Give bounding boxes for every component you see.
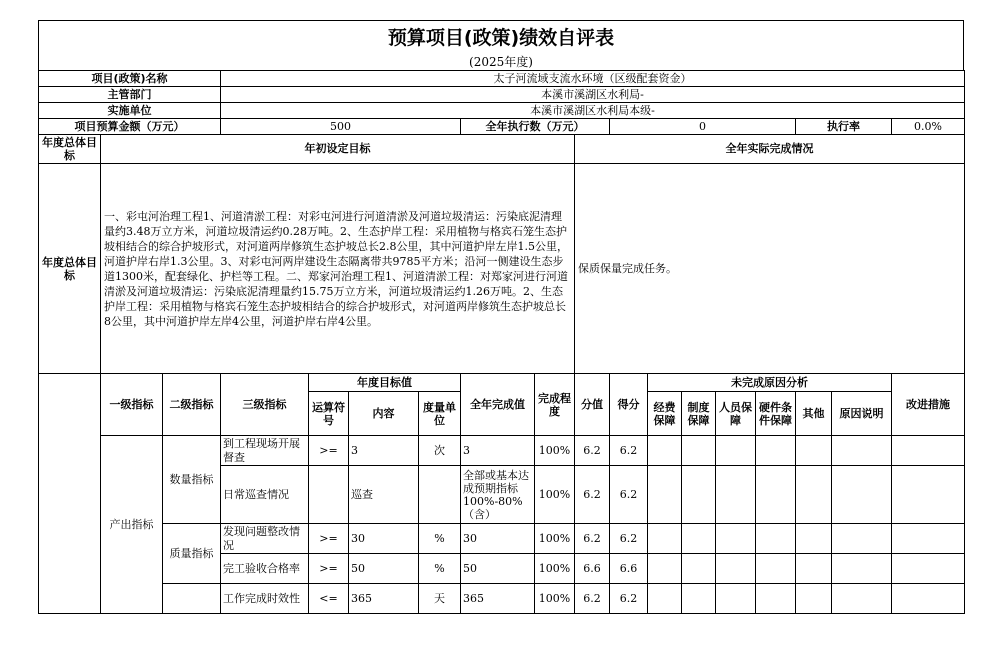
row-content: 3	[349, 436, 419, 466]
budget-label: 项目预算金额（万元）	[39, 119, 221, 135]
level3-header: 三级指标	[221, 374, 309, 436]
row-actual: 全部或基本达成预期指标100%-80%（含）	[461, 466, 535, 524]
row-name: 工作完成时效性	[221, 584, 309, 614]
row-operator: >=	[309, 524, 349, 554]
row-content: 30	[349, 524, 419, 554]
row-reason-cell	[832, 436, 892, 466]
row-personnel-cell	[716, 466, 756, 524]
row-operator: >=	[309, 436, 349, 466]
level2-header: 二级指标	[163, 374, 221, 436]
row-funding-cell	[648, 554, 682, 584]
goal-actual-header: 全年实际完成情况	[575, 135, 965, 164]
improvement-header: 改进措施	[892, 374, 965, 436]
exec-value: 0	[610, 119, 796, 135]
row-hardware-cell	[756, 554, 796, 584]
row-unit: %	[419, 554, 461, 584]
self-evaluation-sheet	[38, 20, 964, 614]
row-improvement-cell	[892, 466, 965, 524]
row-improvement-cell	[892, 554, 965, 584]
row-weight: 6.6	[575, 554, 610, 584]
project-name-label: 项目(政策)名称	[39, 71, 221, 87]
row-weight: 6.2	[575, 584, 610, 614]
row-content: 巡查	[349, 466, 419, 524]
row-funding-cell	[648, 584, 682, 614]
score-value-header: 分值	[575, 374, 610, 436]
reason-group-header: 未完成原因分析	[648, 374, 892, 392]
row-operator	[309, 466, 349, 524]
row-actual: 365	[461, 584, 535, 614]
form-year: (2025年度)	[38, 55, 964, 70]
row-weight: 6.2	[575, 466, 610, 524]
dept-label: 主管部门	[39, 87, 221, 103]
row-personnel-cell	[716, 436, 756, 466]
row-hardware-cell	[756, 466, 796, 524]
row-personnel-cell	[716, 584, 756, 614]
row-system-cell	[682, 554, 716, 584]
row-score: 6.2	[610, 524, 648, 554]
row-other-cell	[796, 554, 832, 584]
row-improvement-cell	[892, 584, 965, 614]
row-system-cell	[682, 524, 716, 554]
row-reason-cell	[832, 524, 892, 554]
exec-label: 全年执行数（万元）	[461, 119, 610, 135]
row-hardware-cell	[756, 524, 796, 554]
row-weight: 6.2	[575, 524, 610, 554]
row-name: 完工验收合格率	[221, 554, 309, 584]
row-hardware-cell	[756, 436, 796, 466]
row-weight: 6.2	[575, 436, 610, 466]
row-funding-cell	[648, 436, 682, 466]
row-system-cell	[682, 584, 716, 614]
dept-value: 本溪市溪湖区水利局-	[221, 87, 965, 103]
row-personnel-cell	[716, 554, 756, 584]
budget-value: 500	[221, 119, 461, 135]
row-name: 发现问题整改情况	[221, 524, 309, 554]
row-score: 6.2	[610, 466, 648, 524]
row-actual: 30	[461, 524, 535, 554]
row-completion: 100%	[535, 584, 575, 614]
goal-set-text: 一、彩屯河治理工程1、河道清淤工程：对彩屯河进行河道清淤及河道垃圾清运：污染底泥清理量约3.48万立方米，河道垃圾清运约0.28万吨。2、生态护岸工程：采用植物与格宾石笼生态护坡相结合的综合护坡形式，对河道两岸修筑生态护坡总长2.8公里，其中河道护岸左岸1.5公里，河道护岸右岸1.3公里。3、对彩屯河两岸建设生态隔离带共9785平方米；沿河一侧建设生态步道1300米，配套绿化、护栏等工程。二、郑家河治理工程1、河道清淤工程：对郑家河进行河道清淤及河道垃圾清运：污染底泥清理量约15.75万立方米，河道垃圾清运约1.26万吨。2、生态护岸工程：采用植物与格宾石笼生态护坡相结合的综合护坡形式，对河道两岸修筑生态护坡总长8公里，其中河道护岸左岸4公里，河道护岸右岸4公里。	[101, 164, 575, 374]
row-score: 6.6	[610, 554, 648, 584]
row-actual: 3	[461, 436, 535, 466]
indicator-margin-cell	[39, 374, 101, 614]
other-header: 其他	[796, 392, 832, 436]
row-other-cell	[796, 436, 832, 466]
goal-set-header: 年初设定目标	[101, 135, 575, 164]
goal-row-label: 年度总体目标	[39, 164, 101, 374]
row-personnel-cell	[716, 524, 756, 554]
row-score: 6.2	[610, 436, 648, 466]
row-improvement-cell	[892, 436, 965, 466]
row-hardware-cell	[756, 584, 796, 614]
row-other-cell	[796, 524, 832, 554]
row-completion: 100%	[535, 436, 575, 466]
row-reason-cell	[832, 466, 892, 524]
annual-target-header: 年度目标值	[309, 374, 461, 392]
row-funding-cell	[648, 524, 682, 554]
goal-actual-text: 保质保量完成任务。	[575, 164, 965, 374]
row-completion: 100%	[535, 524, 575, 554]
evaluation-table	[38, 70, 965, 614]
row-unit: 天	[419, 584, 461, 614]
score-header: 得分	[610, 374, 648, 436]
goal-header-label: 年度总体目标	[39, 135, 101, 164]
row-improvement-cell	[892, 524, 965, 554]
row-unit: %	[419, 524, 461, 554]
row-completion: 100%	[535, 554, 575, 584]
row-content: 365	[349, 584, 419, 614]
form-title: 预算项目(政策)绩效自评表	[38, 20, 964, 55]
row-reason-cell	[832, 584, 892, 614]
hardware-header: 硬件条件保障	[756, 392, 796, 436]
level1-header: 一级指标	[101, 374, 163, 436]
unit-value: 本溪市溪湖区水利局本级-	[221, 103, 965, 119]
row-content: 50	[349, 554, 419, 584]
row-actual: 50	[461, 554, 535, 584]
completion-header: 完成程度	[535, 374, 575, 436]
quality-category: 质量指标	[163, 524, 221, 584]
row-other-cell	[796, 584, 832, 614]
quantity-category: 数量指标	[163, 436, 221, 524]
rate-label: 执行率	[796, 119, 892, 135]
personnel-header: 人员保障	[716, 392, 756, 436]
row-system-cell	[682, 466, 716, 524]
row-completion: 100%	[535, 466, 575, 524]
row-unit	[419, 466, 461, 524]
funding-header: 经费保障	[648, 392, 682, 436]
row-name: 到工程现场开展督查	[221, 436, 309, 466]
row-system-cell	[682, 436, 716, 466]
content-header: 内容	[349, 392, 419, 436]
unit-label: 实施单位	[39, 103, 221, 119]
project-name-value: 太子河流域支流水环境（区级配套资金）	[221, 71, 965, 87]
row-unit: 次	[419, 436, 461, 466]
unit-header: 度量单位	[419, 392, 461, 436]
row-operator: <=	[309, 584, 349, 614]
row-operator: >=	[309, 554, 349, 584]
row-name: 日常巡查情况	[221, 466, 309, 524]
rate-value: 0.0%	[892, 119, 965, 135]
reason-desc-header: 原因说明	[832, 392, 892, 436]
system-header: 制度保障	[682, 392, 716, 436]
row-score: 6.2	[610, 584, 648, 614]
row-other-cell	[796, 466, 832, 524]
row-funding-cell	[648, 466, 682, 524]
operator-header: 运算符号	[309, 392, 349, 436]
actual-value-header: 全年完成值	[461, 374, 535, 436]
row-reason-cell	[832, 554, 892, 584]
output-category: 产出指标	[101, 436, 163, 614]
timeliness-category-cell	[163, 584, 221, 614]
